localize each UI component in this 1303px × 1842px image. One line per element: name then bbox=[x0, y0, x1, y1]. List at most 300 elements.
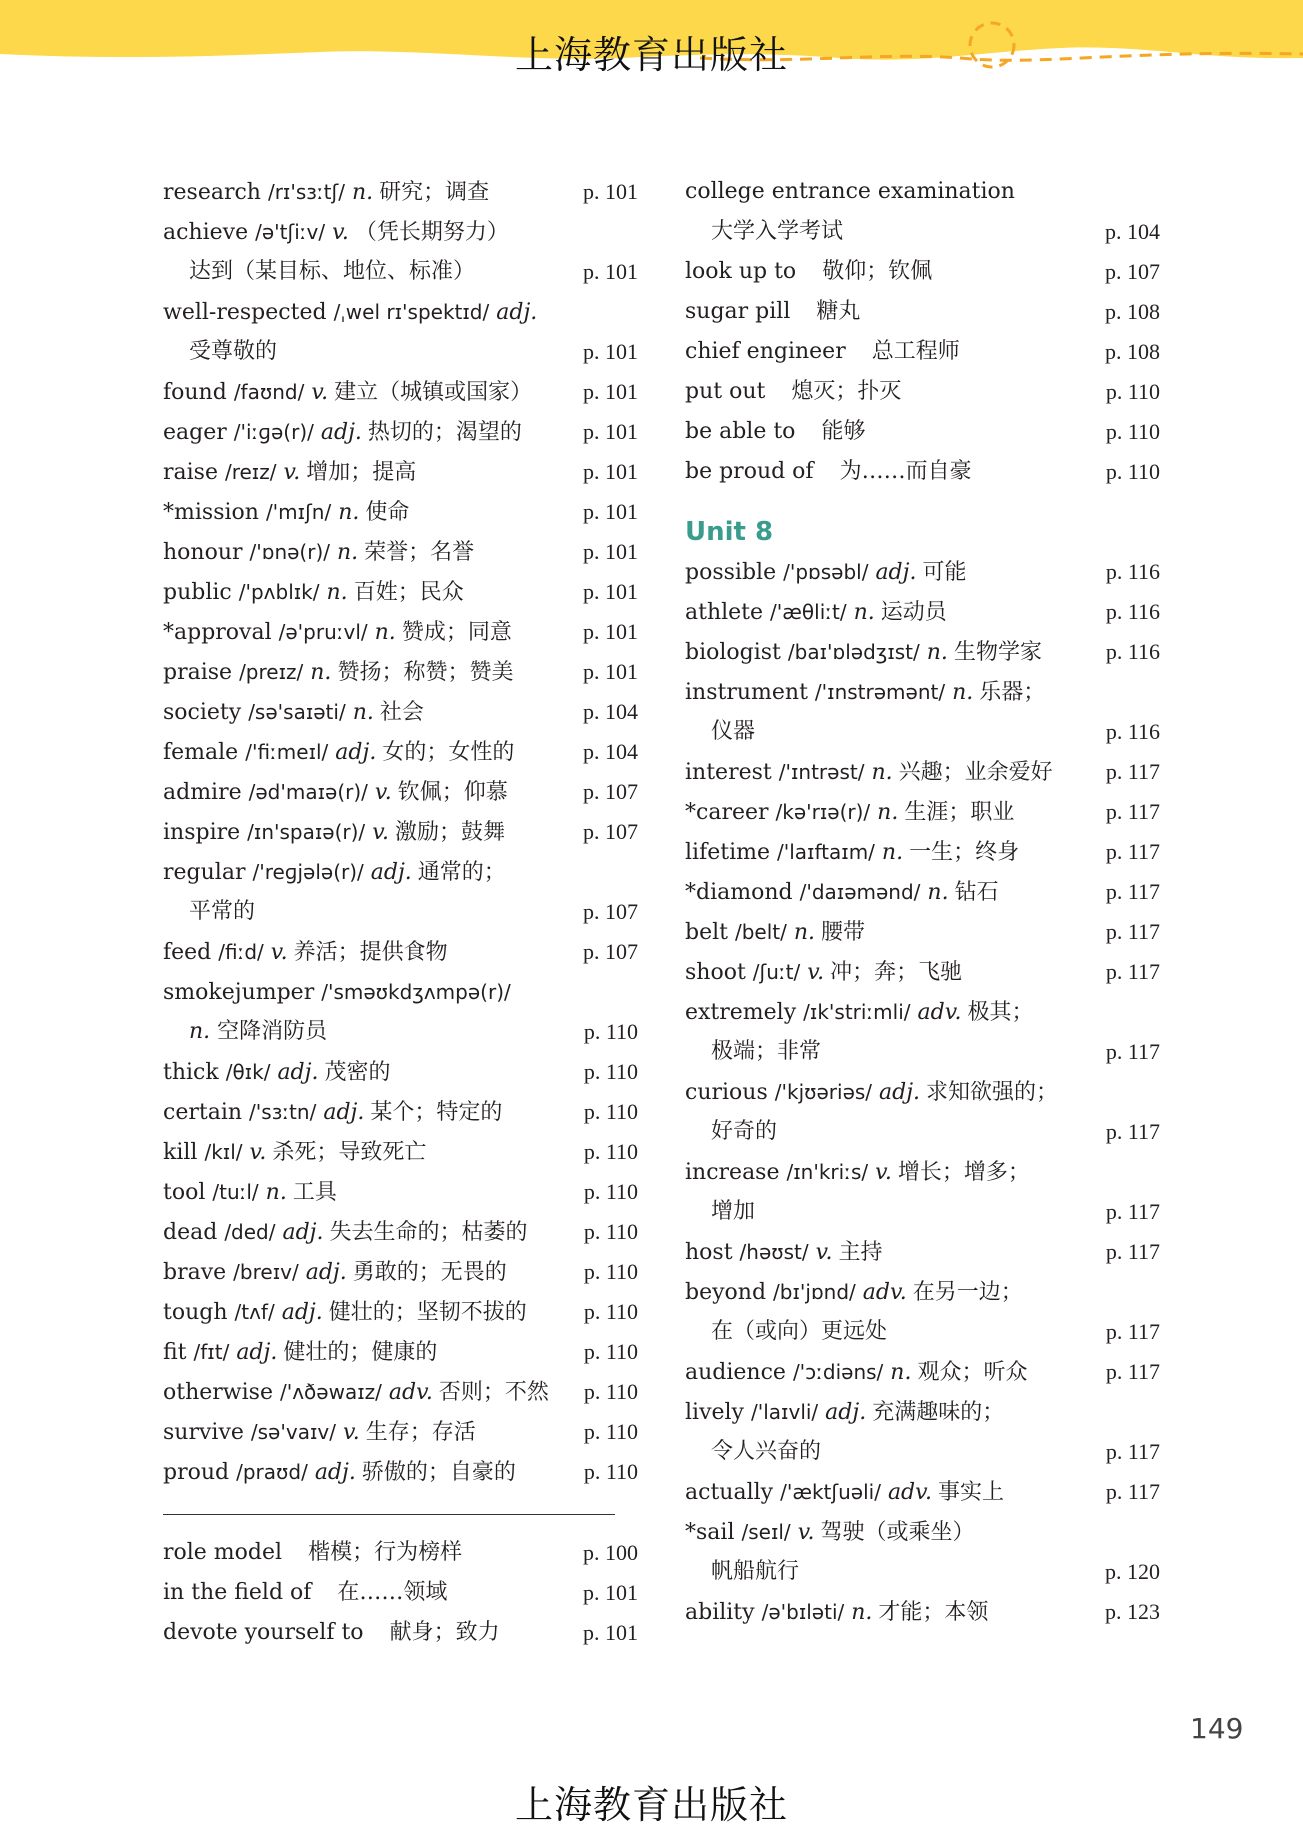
entry-line bbox=[685, 872, 1160, 912]
vocab-entry bbox=[163, 372, 638, 412]
entry-meaning: 极其； bbox=[967, 1000, 1034, 1025]
entry-part-of-speech: v. bbox=[332, 220, 349, 245]
entry-page-ref: p. 117 bbox=[1105, 1039, 1160, 1064]
entry-part-of-speech: adj. bbox=[236, 1340, 278, 1365]
entry-page-ref: p. 107 bbox=[583, 819, 638, 844]
entry-word: tough bbox=[163, 1300, 228, 1325]
entry-line bbox=[163, 492, 638, 532]
entry-meaning: 勇敢的；无畏的 bbox=[352, 1260, 507, 1285]
entry-meaning: 事实上 bbox=[937, 1480, 1004, 1505]
entry-page-ref: p. 117 bbox=[1105, 879, 1160, 904]
phrase-meaning: 能够 bbox=[821, 419, 866, 444]
phrase-text: be able to bbox=[685, 419, 796, 444]
vocab-entry bbox=[685, 1352, 1160, 1392]
entry-word: shoot bbox=[685, 960, 746, 985]
entry-meaning: 充满趣味的； bbox=[872, 1400, 1005, 1425]
entry-page-ref: p. 117 bbox=[1105, 1439, 1160, 1464]
entry-line bbox=[163, 292, 638, 332]
entry-page-ref: p. 107 bbox=[583, 899, 638, 924]
entry-word: achieve bbox=[163, 220, 249, 245]
entry-part-of-speech: adj. bbox=[305, 1260, 347, 1285]
entry-part-of-speech: v. bbox=[270, 940, 288, 965]
entry-meaning-continued: 令人兴奋的 bbox=[711, 1439, 822, 1464]
entry-word: actually bbox=[685, 1480, 774, 1505]
entry-phonetic: /'ɪnstrəmənt/ bbox=[814, 680, 946, 704]
entry-meaning: 否则；不然 bbox=[438, 1380, 549, 1405]
entry-phonetic: /'sɜːtn/ bbox=[249, 1100, 317, 1124]
entry-meaning: 赞扬；称赞；赞美 bbox=[337, 660, 514, 685]
entry-page-ref: p. 110 bbox=[583, 1139, 638, 1164]
entry-line-continued bbox=[163, 332, 638, 372]
entry-page-ref: p. 116 bbox=[1105, 559, 1160, 584]
phrase-meaning: 楷模；行为榜样 bbox=[308, 1540, 463, 1565]
entry-part-of-speech: v. bbox=[807, 960, 825, 985]
entry-line bbox=[163, 572, 638, 612]
entry-line bbox=[163, 1052, 638, 1092]
entry-part-of-speech: n. bbox=[338, 500, 360, 525]
entry-part-of-speech: n. bbox=[351, 180, 374, 205]
entry-phonetic: /belt/ bbox=[734, 920, 787, 944]
entry-part-of-speech: adj. bbox=[320, 420, 362, 445]
entry-page-ref: p. 117 bbox=[1105, 1359, 1160, 1384]
entry-line bbox=[163, 852, 638, 892]
entry-line-continued bbox=[685, 1032, 1160, 1072]
entry-page-ref: p. 117 bbox=[1105, 759, 1160, 784]
entry-phonetic: /kɪl/ bbox=[204, 1140, 243, 1164]
entry-phonetic: /'fiːmeɪl/ bbox=[245, 740, 329, 764]
entry-line-continued bbox=[685, 1432, 1160, 1472]
entry-part-of-speech: adj. bbox=[370, 860, 412, 885]
entry-page-ref: p. 108 bbox=[1105, 339, 1160, 364]
entry-page-ref: p. 117 bbox=[1105, 1239, 1160, 1264]
entry-line bbox=[685, 752, 1160, 792]
entry-part-of-speech: v. bbox=[311, 380, 329, 405]
entry-line bbox=[685, 412, 1160, 452]
entry-page-ref: p. 107 bbox=[583, 939, 638, 964]
entry-part-of-speech: n. bbox=[927, 880, 949, 905]
entry-page-ref: p. 117 bbox=[1105, 839, 1160, 864]
entry-line bbox=[163, 1292, 638, 1332]
entry-page-ref: p. 104 bbox=[583, 739, 638, 764]
entry-word: tool bbox=[163, 1180, 206, 1205]
entry-phonetic: /'æθliːt/ bbox=[770, 600, 847, 624]
entry-line bbox=[163, 972, 638, 1012]
entry-word: honour bbox=[163, 540, 243, 565]
entry-meaning-continued: 仪器 bbox=[711, 719, 756, 744]
entry-meaning-continued: 达到（某目标、地位、标准） bbox=[189, 259, 476, 284]
entry-phonetic: /rɪ'sɜːtʃ/ bbox=[267, 180, 345, 204]
vocab-entry bbox=[685, 1392, 1160, 1472]
entry-phonetic: /'pʌblɪk/ bbox=[238, 580, 320, 604]
vocab-entry bbox=[163, 1452, 638, 1492]
entry-page-ref: p. 116 bbox=[1105, 639, 1160, 664]
right-word-list bbox=[685, 552, 1160, 1632]
entry-meaning: 可能 bbox=[922, 560, 967, 585]
vocab-entry bbox=[685, 992, 1160, 1072]
phrase-text: chief engineer bbox=[685, 339, 846, 364]
entry-line bbox=[685, 632, 1160, 672]
entry-phonetic: /baɪ'ɒlədʒɪst/ bbox=[787, 640, 920, 664]
entry-word: *sail bbox=[685, 1520, 735, 1545]
entry-page-ref: p. 117 bbox=[1105, 1119, 1160, 1144]
entry-meaning-continued: 增加 bbox=[711, 1199, 756, 1224]
phrase-entry bbox=[685, 252, 1160, 292]
entry-page-ref: p. 100 bbox=[583, 1540, 638, 1565]
entry-meaning: 百姓；民众 bbox=[353, 580, 464, 605]
entry-page-ref: p. 101 bbox=[583, 339, 638, 364]
entry-meaning: 乐器； bbox=[979, 680, 1046, 705]
entry-meaning: 在另一边； bbox=[912, 1280, 1023, 1305]
entry-page-ref: p. 104 bbox=[583, 699, 638, 724]
vocab-entry bbox=[685, 672, 1160, 752]
entry-meaning-continued: 好奇的 bbox=[711, 1119, 778, 1144]
entry-phonetic: /ɪk'striːmli/ bbox=[803, 1000, 911, 1024]
entry-line bbox=[685, 792, 1160, 832]
entry-part-of-speech: n. bbox=[189, 1019, 211, 1044]
vocab-entry bbox=[163, 1212, 638, 1252]
entry-part-of-speech: n. bbox=[310, 660, 332, 685]
entry-word: interest bbox=[685, 760, 772, 785]
entry-page-ref: p. 108 bbox=[1105, 299, 1160, 324]
entry-page-ref: p. 101 bbox=[583, 499, 638, 524]
entry-meaning: 热切的；渴望的 bbox=[367, 420, 522, 445]
entry-line bbox=[685, 372, 1160, 412]
entry-phonetic: /fɪt/ bbox=[193, 1340, 230, 1364]
entry-meaning: 运动员 bbox=[880, 600, 947, 625]
entry-meaning: 兴趣；业余爱好 bbox=[898, 760, 1053, 785]
vocab-entry bbox=[163, 1292, 638, 1332]
entry-meaning: 驾驶（或乘坐） bbox=[820, 1520, 975, 1545]
phrase-entry bbox=[685, 332, 1160, 372]
entry-part-of-speech: n. bbox=[265, 1180, 287, 1205]
entry-page-ref: p. 101 bbox=[583, 419, 638, 444]
entry-part-of-speech: adj. bbox=[282, 1220, 324, 1245]
phrase-text: college entrance examination bbox=[685, 179, 1015, 204]
entry-phonetic: /'ɔːdiəns/ bbox=[792, 1360, 884, 1384]
entry-line bbox=[685, 1512, 1160, 1552]
entry-page-ref: p. 110 bbox=[1105, 419, 1160, 444]
section-divider bbox=[163, 1514, 615, 1515]
entry-word: biologist bbox=[685, 640, 781, 665]
entry-line-continued bbox=[685, 1112, 1160, 1152]
entry-line-continued bbox=[685, 1552, 1160, 1592]
entry-part-of-speech: n. bbox=[952, 680, 974, 705]
entry-line bbox=[163, 692, 638, 732]
publisher-footer: 上海教育出版社 bbox=[514, 1783, 788, 1827]
entry-phonetic: /'pɒsəbl/ bbox=[783, 560, 869, 584]
entry-page-ref: p. 101 bbox=[583, 539, 638, 564]
entry-line-continued bbox=[685, 1192, 1160, 1232]
left-word-list bbox=[163, 172, 638, 1492]
phrase-entry bbox=[163, 1533, 638, 1573]
entry-page-ref: p. 117 bbox=[1105, 1199, 1160, 1224]
entry-word: public bbox=[163, 580, 232, 605]
entry-meaning: 社会 bbox=[379, 700, 424, 725]
entry-line-continued bbox=[163, 1012, 638, 1052]
entry-line bbox=[685, 1472, 1160, 1512]
entry-phonetic: /faʊnd/ bbox=[233, 380, 305, 404]
phrase-entry bbox=[685, 372, 1160, 412]
entry-line-continued bbox=[685, 712, 1160, 752]
entry-meaning-continued: 平常的 bbox=[189, 899, 256, 924]
entry-meaning: 荣誉；名誉 bbox=[364, 540, 475, 565]
entry-page-ref: p. 101 bbox=[583, 379, 638, 404]
entry-word: *diamond bbox=[685, 880, 793, 905]
entry-line bbox=[163, 372, 638, 412]
entry-word: lively bbox=[685, 1400, 744, 1425]
entry-word: thick bbox=[163, 1060, 219, 1085]
entry-phonetic: /'daɪəmənd/ bbox=[799, 880, 921, 904]
entry-page-ref: p. 110 bbox=[1105, 459, 1160, 484]
entry-word: brave bbox=[163, 1260, 227, 1285]
vocab-entry bbox=[685, 792, 1160, 832]
entry-line bbox=[685, 592, 1160, 632]
entry-meaning-continued: 受尊敬的 bbox=[189, 339, 278, 364]
vocab-entry bbox=[163, 812, 638, 852]
vocab-entry bbox=[685, 1072, 1160, 1152]
entry-word: regular bbox=[163, 860, 246, 885]
entry-meaning: 钻石 bbox=[954, 880, 999, 905]
entry-meaning: 失去生命的；枯萎的 bbox=[329, 1220, 528, 1245]
entry-meaning-continued: 帆船航行 bbox=[711, 1559, 800, 1584]
entry-line bbox=[685, 1392, 1160, 1432]
vocab-entry bbox=[163, 532, 638, 572]
entry-meaning: 茂密的 bbox=[324, 1060, 391, 1085]
vocab-entry bbox=[163, 1092, 638, 1132]
vocab-entry bbox=[163, 172, 638, 212]
entry-phonetic: /həʊst/ bbox=[739, 1240, 809, 1264]
entry-line bbox=[163, 1332, 638, 1372]
entry-meaning: 健壮的；健康的 bbox=[283, 1340, 438, 1365]
entry-meaning: 生存；存活 bbox=[365, 1420, 476, 1445]
entry-part-of-speech: adj. bbox=[281, 1300, 323, 1325]
entry-word: beyond bbox=[685, 1280, 767, 1305]
entry-meaning: 生涯；职业 bbox=[904, 800, 1015, 825]
entry-line bbox=[685, 292, 1160, 332]
entry-page-ref: p. 110 bbox=[583, 1379, 638, 1404]
entry-part-of-speech: n. bbox=[890, 1360, 912, 1385]
vocab-entry bbox=[685, 592, 1160, 632]
entry-page-ref: p. 110 bbox=[583, 1299, 638, 1324]
vocab-entry bbox=[163, 612, 638, 652]
entry-line-continued bbox=[163, 252, 638, 292]
entry-meaning: 生物学家 bbox=[953, 640, 1042, 665]
entry-line bbox=[163, 732, 638, 772]
entry-page-ref: p. 110 bbox=[583, 1059, 638, 1084]
entry-line bbox=[163, 172, 638, 212]
entry-meaning: 腰带 bbox=[821, 920, 866, 945]
entry-phonetic: /'laɪftaɪm/ bbox=[777, 840, 875, 864]
entry-phonetic: /'iːɡə(r)/ bbox=[233, 420, 314, 444]
vocab-entry bbox=[163, 692, 638, 732]
entry-word: inspire bbox=[163, 820, 241, 845]
vocab-entry bbox=[685, 952, 1160, 992]
vocab-entry bbox=[163, 1132, 638, 1172]
entry-phonetic: /ə'pruːvl/ bbox=[278, 620, 368, 644]
entry-part-of-speech: n. bbox=[793, 920, 816, 945]
vocab-entry bbox=[163, 1412, 638, 1452]
phrase-meaning: 敬仰；钦佩 bbox=[822, 259, 933, 284]
vocab-entry bbox=[163, 1332, 638, 1372]
phrase-meaning: 献身；致力 bbox=[389, 1620, 500, 1645]
phrase-entry bbox=[163, 1613, 638, 1653]
entry-part-of-speech: adj. bbox=[875, 560, 917, 585]
entry-page-ref: p. 110 bbox=[583, 1019, 638, 1044]
entry-part-of-speech: v. bbox=[342, 1420, 360, 1445]
entry-part-of-speech: n. bbox=[352, 700, 374, 725]
left-column bbox=[163, 172, 638, 1653]
entry-page-ref: p. 101 bbox=[583, 1620, 638, 1645]
entry-line bbox=[163, 652, 638, 692]
entry-part-of-speech: adj. bbox=[879, 1080, 921, 1105]
entry-line bbox=[685, 1592, 1160, 1632]
entry-phonetic: /praʊd/ bbox=[236, 1460, 308, 1484]
entry-page-ref: p. 101 bbox=[583, 659, 638, 684]
vocab-entry bbox=[685, 1152, 1160, 1232]
entry-line bbox=[163, 1172, 638, 1212]
entry-meaning: 杀死；导致死亡 bbox=[272, 1140, 427, 1165]
entry-meaning: 主持 bbox=[838, 1240, 883, 1265]
entry-word: audience bbox=[685, 1360, 786, 1385]
entry-page-ref: p. 101 bbox=[583, 179, 638, 204]
phrase-meaning: 在……领域 bbox=[337, 1580, 448, 1605]
entry-page-ref: p. 116 bbox=[1105, 599, 1160, 624]
vocab-entry bbox=[163, 772, 638, 812]
entry-part-of-speech: v. bbox=[283, 460, 301, 485]
entry-line bbox=[163, 212, 638, 252]
entry-word: otherwise bbox=[163, 1380, 273, 1405]
phrase-entry bbox=[163, 1573, 638, 1613]
entry-meaning: 建立（城镇或国家） bbox=[334, 380, 533, 405]
vocab-entry bbox=[685, 1232, 1160, 1272]
entry-word: ability bbox=[685, 1600, 755, 1625]
entry-part-of-speech: adv. bbox=[388, 1380, 433, 1405]
entry-word: fit bbox=[163, 1340, 187, 1365]
entry-page-ref: p. 110 bbox=[583, 1259, 638, 1284]
entry-word: host bbox=[685, 1240, 733, 1265]
vocab-entry bbox=[685, 1472, 1160, 1512]
entry-meaning: 使命 bbox=[365, 500, 410, 525]
entry-line bbox=[685, 992, 1160, 1032]
vocab-entry bbox=[163, 1372, 638, 1412]
entry-phonetic: /'laɪvli/ bbox=[751, 1400, 819, 1424]
entry-phonetic: /fiːd/ bbox=[218, 940, 264, 964]
entry-meaning-continued: 在（或向）更远处 bbox=[711, 1319, 888, 1344]
entry-page-ref: p. 117 bbox=[1105, 799, 1160, 824]
entry-line bbox=[685, 952, 1160, 992]
entry-phonetic: /ə'bɪləti/ bbox=[761, 1600, 845, 1624]
right-phrase-list bbox=[685, 172, 1160, 492]
entry-part-of-speech: n. bbox=[374, 620, 396, 645]
entry-phonetic: /ɪn'kriːs/ bbox=[786, 1160, 869, 1184]
entry-phonetic: /tuːl/ bbox=[212, 1180, 259, 1204]
entry-word: dead bbox=[163, 1220, 218, 1245]
entry-meaning: 钦佩；仰慕 bbox=[397, 780, 508, 805]
entry-meaning: 冲；奔；飞驰 bbox=[830, 960, 963, 985]
entry-phonetic: /'kjʊəriəs/ bbox=[774, 1080, 873, 1104]
entry-word: smokejumper bbox=[163, 980, 315, 1005]
entry-word: instrument bbox=[685, 680, 808, 705]
entry-line bbox=[685, 452, 1160, 492]
entry-word: female bbox=[163, 740, 239, 765]
vocab-entry bbox=[685, 552, 1160, 592]
entry-line bbox=[163, 412, 638, 452]
entry-part-of-speech: v. bbox=[797, 1520, 815, 1545]
vocab-entry bbox=[163, 732, 638, 772]
entry-page-ref: p. 110 bbox=[583, 1339, 638, 1364]
entry-line bbox=[685, 332, 1160, 372]
publisher-header: 上海教育出版社 bbox=[514, 33, 788, 77]
phrase-text: look up to bbox=[685, 259, 797, 284]
entry-part-of-speech: n. bbox=[926, 640, 948, 665]
entry-phonetic: /ɪn'spaɪə(r)/ bbox=[247, 820, 366, 844]
entry-word: lifetime bbox=[685, 840, 770, 865]
entry-phonetic: /'reɡjələ(r)/ bbox=[252, 860, 364, 884]
entry-word: possible bbox=[685, 560, 777, 585]
entry-meaning: 研究；调查 bbox=[379, 180, 490, 205]
entry-line bbox=[163, 772, 638, 812]
entry-phonetic: /seɪl/ bbox=[741, 1520, 791, 1544]
entry-part-of-speech: v. bbox=[249, 1140, 267, 1165]
phrase-meaning-continued: 大学入学考试 bbox=[711, 219, 844, 244]
entry-meaning: 增加；提高 bbox=[306, 460, 417, 485]
entry-part-of-speech: adj. bbox=[825, 1400, 867, 1425]
vocab-entry bbox=[685, 1592, 1160, 1632]
vocab-entry bbox=[163, 972, 638, 1052]
entry-phonetic: /sə'vaɪv/ bbox=[250, 1420, 336, 1444]
entry-word: *career bbox=[685, 800, 769, 825]
entry-page-ref: p. 123 bbox=[1105, 1599, 1160, 1624]
entry-word: extremely bbox=[685, 1000, 797, 1025]
entry-phonetic: /ʃuːt/ bbox=[752, 960, 801, 984]
entry-meaning-continued: 空降消防员 bbox=[217, 1019, 328, 1044]
entry-word: survive bbox=[163, 1420, 244, 1445]
vocab-entry bbox=[163, 1052, 638, 1092]
entry-page-ref: p. 101 bbox=[583, 579, 638, 604]
entry-page-ref: p. 101 bbox=[583, 619, 638, 644]
entry-page-ref: p. 110 bbox=[583, 1099, 638, 1124]
entry-part-of-speech: n. bbox=[853, 600, 875, 625]
entry-phonetic: /'ɪntrəst/ bbox=[778, 760, 865, 784]
entry-part-of-speech: n. bbox=[337, 540, 359, 565]
phrase-text: in the field of bbox=[163, 1580, 312, 1605]
entry-phonetic: /breɪv/ bbox=[233, 1260, 299, 1284]
phrase-text: devote yourself to bbox=[163, 1620, 364, 1645]
entry-part-of-speech: adj. bbox=[277, 1060, 319, 1085]
entry-line-continued bbox=[685, 1312, 1160, 1352]
vocab-entry bbox=[163, 412, 638, 452]
phrase-entry bbox=[685, 292, 1160, 332]
entry-page-ref: p. 104 bbox=[1105, 219, 1160, 244]
entry-line bbox=[163, 532, 638, 572]
entry-part-of-speech: v. bbox=[815, 1240, 833, 1265]
vocab-entry bbox=[163, 1172, 638, 1212]
entry-page-ref: p. 110 bbox=[583, 1459, 638, 1484]
entry-phonetic: /sə'saɪəti/ bbox=[248, 700, 346, 724]
entry-page-ref: p. 101 bbox=[583, 459, 638, 484]
entry-phonetic: /ˌwel rɪ'spektɪd/ bbox=[333, 300, 490, 324]
vocab-entry bbox=[163, 452, 638, 492]
entry-page-ref: p. 101 bbox=[583, 259, 638, 284]
vocab-entry bbox=[163, 572, 638, 612]
entry-phonetic: /bɪ'jɒnd/ bbox=[773, 1280, 856, 1304]
vocab-entry bbox=[163, 212, 638, 292]
vocab-entry bbox=[685, 1512, 1160, 1592]
entry-part-of-speech: adv. bbox=[887, 1480, 932, 1505]
entry-page-ref: p. 110 bbox=[583, 1219, 638, 1244]
entry-meaning: 通常的； bbox=[417, 860, 506, 885]
phrase-text: role model bbox=[163, 1540, 283, 1565]
